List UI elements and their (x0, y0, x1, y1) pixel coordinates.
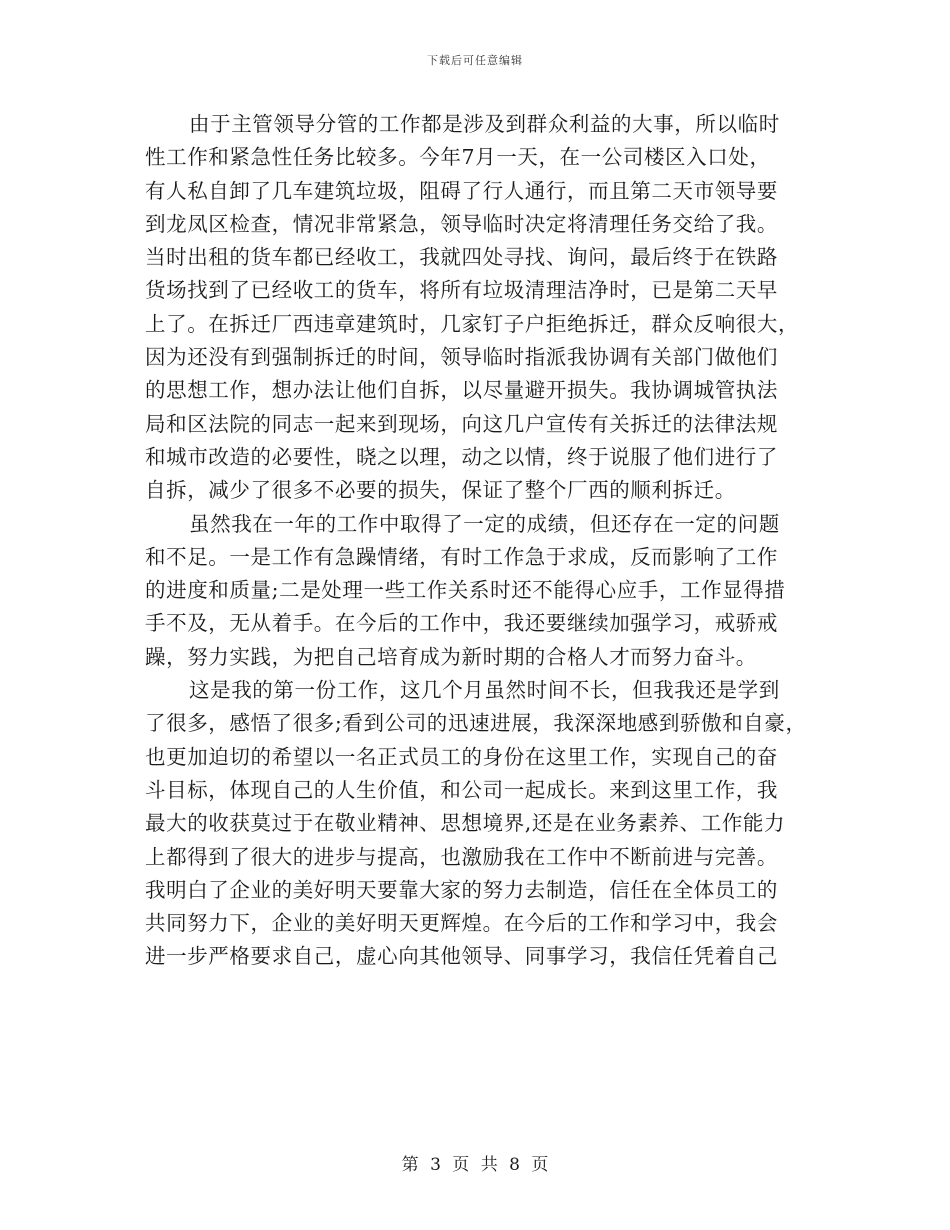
text-line: 了很多，感悟了很多;看到公司的迅速进展，我深深地感到骄傲和自豪， (145, 711, 807, 736)
page-number: 第 3 页 共 8 页 (401, 1155, 549, 1175)
text-line: 因为还没有到强制拆迁的时间，领导临时指派我协调有关部门做他们 (145, 345, 778, 370)
text-line: 有人私自卸了几车建筑垃圾，阻碍了行人通行，而且第二天市领导要 (145, 178, 778, 203)
text-line: 货场找到了已经收工的货车，将所有垃圾清理洁净时，已是第二天早 (145, 278, 778, 303)
text-line: 到龙凤区检查，情况非常紧急，领导临时决定将清理任务交给了我。 (145, 211, 778, 236)
text-line: 和城市改造的必要性，晓之以理，动之以情，终于说服了他们进行了 (145, 444, 778, 469)
text-line: 手不及，无从着手。在今后的工作中，我还要继续加强学习，戒骄戒 (145, 611, 778, 636)
text-line: 最大的收获莫过于在敬业精神、思想境界,还是在业务素养、工作能力 (145, 811, 786, 836)
paragraph-3 (145, 674, 817, 974)
text-line: 上都得到了很大的进步与提高，也激励我在工作中不断前进与完善。 (145, 844, 778, 869)
text-line: 也更加迫切的希望以一名正式员工的身份在这里工作，实现自己的奋 (145, 744, 778, 769)
header-note: 下载后可任意编辑 (427, 54, 523, 67)
text-line: 和不足。一是工作有急躁情绪，有时工作急于求成，反而影响了工作 (145, 544, 778, 569)
text-line: 躁，努力实践，为把自己培育成为新时期的合格人才而努力奋斗。 (145, 644, 757, 669)
text-line: 斗目标，体现自己的人生价值，和公司一起成长。来到这里工作，我 (145, 777, 778, 802)
text-line: 当时出租的货车都已经收工，我就四处寻找、询问，最后终于在铁路 (145, 245, 778, 270)
text-line: 的进度和质量;二是处理一些工作关系时还不能得心应手，工作显得措 (145, 578, 786, 603)
text-line: 共同努力下，企业的美好明天更辉煌。在今后的工作和学习中，我会 (145, 911, 778, 936)
text-line: 这是我的第一份工作，这几个月虽然时间不长，但我我还是学到 (189, 678, 780, 703)
text-line: 虽然我在一年的工作中取得了一定的成绩，但还存在一定的问题 (189, 511, 780, 536)
text-line: 的思想工作，想办法让他们自拆，以尽量避开损失。我协调城管执法 (145, 378, 778, 403)
text-line: 自拆，减少了很多不必要的损失，保证了整个厂西的顺利拆迁。 (145, 478, 736, 503)
text-line: 进一步严格要求自己，虚心向其他领导、同事学习，我信任凭着自己 (145, 944, 778, 969)
paragraph-2 (145, 508, 817, 674)
text-line: 由于主管领导分管的工作都是涉及到群众利益的大事，所以临时 (189, 112, 780, 136)
document-body (145, 108, 817, 974)
text-line: 性工作和紧急性任务比较多。今年7月一天，在一公司楼区入口处， (145, 145, 771, 170)
paragraph-1 (145, 108, 817, 508)
text-line: 局和区法院的同志一起来到现场，向这几户宣传有关拆迁的法律法规 (145, 411, 778, 436)
text-line: 我明白了企业的美好明天要靠大家的努力去制造，信任在全体员工的 (145, 877, 778, 902)
text-line: 上了。在拆迁厂西违章建筑时，几家钉子户拒绝拆迁，群众反响很大， (145, 311, 800, 336)
